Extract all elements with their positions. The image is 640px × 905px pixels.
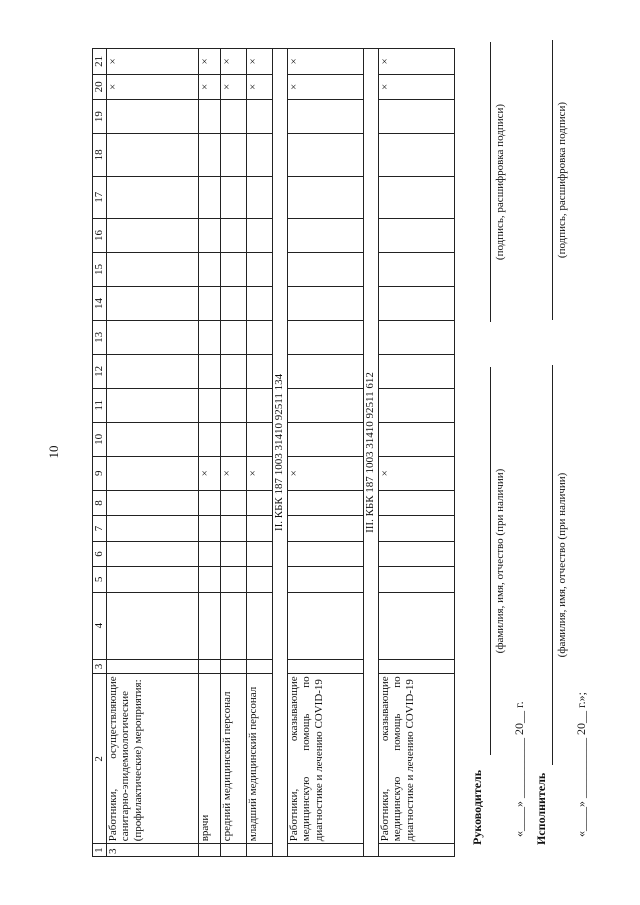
value-cell — [246, 516, 272, 541]
head-name-line — [490, 367, 491, 755]
value-cell — [198, 490, 220, 515]
value-cell — [220, 252, 246, 286]
value-cell — [246, 490, 272, 515]
column-header: 4 — [93, 592, 107, 659]
value-cell — [106, 541, 198, 566]
column-header: 6 — [93, 541, 107, 566]
column-header: 21 — [93, 49, 107, 75]
table-row — [246, 49, 272, 857]
row-label-cell: Работники, оказывающие медицинскую помощь по диагностике и лечению COVID-19 — [287, 674, 363, 844]
not-applicable-mark: × — [378, 74, 454, 99]
value-cell — [246, 388, 272, 422]
column-header: 13 — [93, 320, 107, 354]
value-cell — [106, 219, 198, 253]
not-applicable-mark: × — [198, 456, 220, 490]
not-applicable-mark: × — [106, 49, 198, 75]
row-label-cell: Работники, оказывающие медицинскую помощь по диагностике и лечению COVID-19 — [378, 674, 454, 844]
section-title: II. КБК 187 1003 31410 92511 134 — [272, 49, 287, 857]
value-cell — [198, 541, 220, 566]
value-cell — [246, 100, 272, 134]
table-row — [220, 49, 246, 857]
not-applicable-mark: × — [106, 74, 198, 99]
column-header: 5 — [93, 567, 107, 592]
column-header: 20 — [93, 74, 107, 99]
value-cell — [287, 252, 363, 286]
value-cell — [287, 490, 363, 515]
value-cell — [198, 252, 220, 286]
value-cell — [198, 320, 220, 354]
column-header: 19 — [93, 100, 107, 134]
value-cell — [220, 286, 246, 320]
value-cell — [220, 659, 246, 674]
value-cell — [106, 422, 198, 456]
column-header: 16 — [93, 219, 107, 253]
value-cell — [106, 456, 198, 490]
column-header: 1 — [93, 844, 107, 857]
not-applicable-mark: × — [287, 49, 363, 75]
section-row — [272, 49, 287, 857]
value-cell — [378, 490, 454, 515]
header-row — [93, 49, 107, 857]
not-applicable-mark: × — [246, 49, 272, 75]
value-cell — [106, 134, 198, 176]
column-header: 12 — [93, 354, 107, 388]
not-applicable-mark: × — [246, 74, 272, 99]
value-cell — [220, 592, 246, 659]
value-cell — [246, 659, 272, 674]
not-applicable-mark: × — [220, 74, 246, 99]
value-cell — [106, 592, 198, 659]
value-cell — [246, 219, 272, 253]
row-number-cell — [378, 844, 454, 857]
value-cell — [220, 490, 246, 515]
table-row — [378, 49, 454, 857]
executor-name-line — [552, 365, 553, 765]
value-cell — [287, 320, 363, 354]
value-cell — [220, 219, 246, 253]
column-header: 2 — [93, 674, 107, 844]
value-cell — [246, 176, 272, 218]
executor-name-caption: (фамилия, имя, отчество (при наличии) — [556, 472, 568, 658]
value-cell — [198, 100, 220, 134]
not-applicable-mark: × — [198, 49, 220, 75]
value-cell — [287, 567, 363, 592]
value-cell — [106, 176, 198, 218]
table-row — [106, 49, 198, 857]
value-cell — [378, 252, 454, 286]
value-cell — [198, 422, 220, 456]
value-cell — [246, 354, 272, 388]
value-cell — [287, 286, 363, 320]
value-cell — [287, 659, 363, 674]
value-cell — [378, 219, 454, 253]
value-cell — [220, 100, 246, 134]
row-number-cell — [198, 844, 220, 857]
column-header: 10 — [93, 422, 107, 456]
not-applicable-mark: × — [198, 74, 220, 99]
value-cell — [106, 320, 198, 354]
value-cell — [220, 134, 246, 176]
section-row — [363, 49, 378, 857]
table-row — [198, 49, 220, 857]
column-header: 18 — [93, 134, 107, 176]
value-cell — [378, 659, 454, 674]
row-label-cell: средний медицинский персонал — [220, 674, 246, 844]
data-table — [92, 48, 455, 857]
value-cell — [106, 567, 198, 592]
column-header: 7 — [93, 516, 107, 541]
value-cell — [287, 100, 363, 134]
value-cell — [198, 354, 220, 388]
executor-sign-line — [552, 40, 553, 320]
value-cell — [287, 134, 363, 176]
value-cell — [106, 516, 198, 541]
value-cell — [198, 592, 220, 659]
value-cell — [287, 354, 363, 388]
value-cell — [378, 320, 454, 354]
value-cell — [378, 354, 454, 388]
value-cell — [378, 134, 454, 176]
value-cell — [106, 659, 198, 674]
table-row — [287, 49, 363, 857]
column-header: 17 — [93, 176, 107, 218]
value-cell — [220, 354, 246, 388]
value-cell — [287, 516, 363, 541]
row-number-cell — [220, 844, 246, 857]
value-cell — [198, 286, 220, 320]
value-cell — [378, 422, 454, 456]
value-cell — [378, 176, 454, 218]
value-cell — [246, 320, 272, 354]
value-cell — [246, 592, 272, 659]
executor-label: Исполнитель — [534, 772, 548, 845]
not-applicable-mark: × — [220, 49, 246, 75]
not-applicable-mark: × — [246, 456, 272, 490]
section-title: III. КБК 187 1003 31410 92511 612 — [363, 49, 378, 857]
value-cell — [220, 388, 246, 422]
column-header: 8 — [93, 490, 107, 515]
column-header: 14 — [93, 286, 107, 320]
value-cell — [220, 422, 246, 456]
value-cell — [287, 388, 363, 422]
page-number: 10 — [46, 445, 61, 459]
head-name-caption: (фамилия, имя, отчество (при наличии) — [494, 468, 506, 654]
head-date: «____» __________ 20__ г. — [512, 701, 526, 837]
row-number-cell — [287, 844, 363, 857]
not-applicable-mark: × — [378, 456, 454, 490]
not-applicable-mark: × — [287, 74, 363, 99]
value-cell — [246, 286, 272, 320]
value-cell — [106, 252, 198, 286]
value-cell — [378, 100, 454, 134]
value-cell — [106, 490, 198, 515]
value-cell — [246, 252, 272, 286]
row-label-cell: врачи — [198, 674, 220, 844]
value-cell — [378, 567, 454, 592]
executor-date: «____» __________ 20__ г.»; — [574, 692, 588, 837]
executor-sign-caption: (подпись, расшифровка подписи) — [556, 101, 568, 259]
value-cell — [378, 516, 454, 541]
row-label-cell: младший медицинский персонал — [246, 674, 272, 844]
value-cell — [287, 592, 363, 659]
head-sign-caption: (подпись, расшифровка подписи) — [494, 103, 506, 261]
value-cell — [378, 388, 454, 422]
column-header: 9 — [93, 456, 107, 490]
value-cell — [198, 516, 220, 541]
column-header: 3 — [93, 659, 107, 674]
column-header: 15 — [93, 252, 107, 286]
value-cell — [246, 567, 272, 592]
value-cell — [198, 567, 220, 592]
value-cell — [378, 286, 454, 320]
value-cell — [198, 219, 220, 253]
value-cell — [287, 422, 363, 456]
value-cell — [106, 388, 198, 422]
value-cell — [220, 567, 246, 592]
not-applicable-mark: × — [287, 456, 363, 490]
value-cell — [198, 176, 220, 218]
value-cell — [106, 354, 198, 388]
value-cell — [198, 388, 220, 422]
value-cell — [106, 100, 198, 134]
row-label-cell: Работники, осуществляющие санитарно-эпидемиологические (профилактические) мероприятия: — [106, 674, 198, 844]
value-cell — [220, 541, 246, 566]
value-cell — [220, 176, 246, 218]
column-header: 11 — [93, 388, 107, 422]
value-cell — [378, 592, 454, 659]
value-cell — [246, 134, 272, 176]
value-cell — [287, 541, 363, 566]
value-cell — [246, 541, 272, 566]
value-cell — [220, 516, 246, 541]
head-label: Руководитель — [470, 769, 484, 845]
head-sign-line — [490, 42, 491, 322]
value-cell — [198, 659, 220, 674]
value-cell — [198, 134, 220, 176]
value-cell — [220, 320, 246, 354]
value-cell — [378, 541, 454, 566]
value-cell — [106, 286, 198, 320]
row-number-cell: 3 — [106, 844, 198, 857]
not-applicable-mark: × — [378, 49, 454, 75]
value-cell — [287, 219, 363, 253]
value-cell — [287, 176, 363, 218]
row-number-cell — [246, 844, 272, 857]
not-applicable-mark: × — [220, 456, 246, 490]
value-cell — [246, 422, 272, 456]
